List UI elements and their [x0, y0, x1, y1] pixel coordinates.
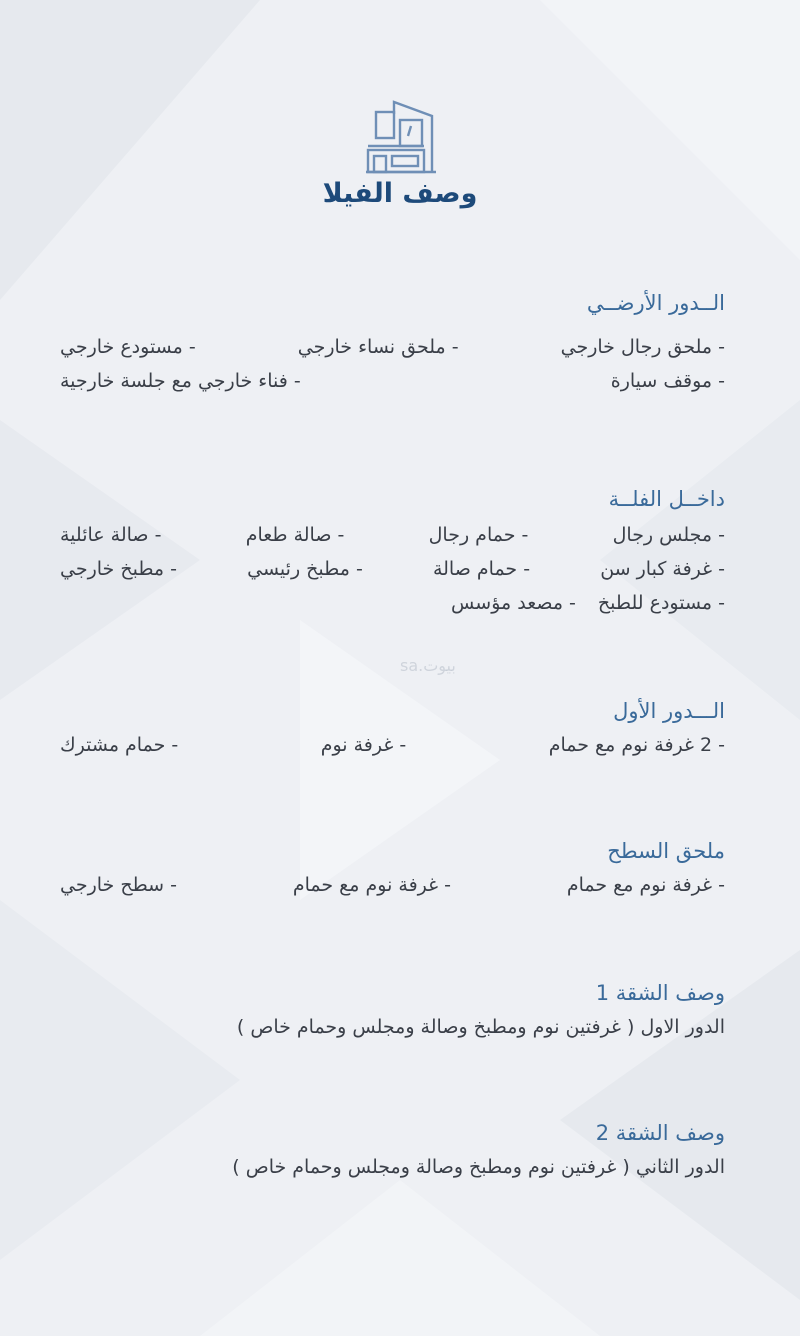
list-item: - ملحق نساء خارجي — [297, 336, 459, 358]
list-item: - مستودع للطبخ — [597, 592, 725, 614]
villa-icon — [362, 98, 438, 178]
list-line — [60, 586, 725, 620]
list-item: - مطبخ رئيسي — [247, 558, 363, 580]
list-item: - غرفة نوم مع حمام — [292, 874, 451, 896]
list-item: - غرفة كبار سن — [600, 558, 725, 580]
list-item: - مستودع خارجي — [60, 336, 196, 358]
list-item: - موقف سيارة — [610, 370, 725, 392]
list-item: الدور الثاني ( غرفتين نوم ومطبخ وصالة ومجلس وحمام خاص ) — [232, 1156, 725, 1178]
list-item: - مصعد مؤسس — [451, 592, 576, 614]
section-first-floor — [60, 696, 725, 762]
section-heading: ملحق السطح — [607, 839, 725, 863]
section-heading: وصف الشقة 1 — [595, 981, 725, 1005]
list-item: - حمام رجال — [428, 524, 529, 546]
list-item: - صالة طعام — [245, 524, 345, 546]
section-roof-annex — [60, 836, 725, 902]
list-item: - ملحق رجال خارجي — [560, 336, 725, 358]
list-line — [60, 1010, 725, 1044]
list-item: - 2 غرفة نوم مع حمام — [548, 734, 725, 756]
list-line — [60, 330, 725, 364]
list-item: الدور الاول ( غرفتين نوم ومطبخ وصالة ومجلس وحمام خاص ) — [236, 1016, 725, 1038]
list-line — [60, 552, 725, 586]
section-heading: وصف الشقة 2 — [595, 1121, 725, 1145]
list-line — [60, 1150, 725, 1184]
list-item: - غرفة نوم — [320, 734, 407, 756]
section-inside-villa — [60, 484, 725, 620]
list-line — [60, 868, 725, 902]
list-item: - فناء خارجي مع جلسة خارجية — [60, 370, 301, 392]
list-line — [60, 364, 725, 398]
watermark-logo: بيوت.sa — [400, 656, 456, 675]
section-heading: الـــدور الأول — [613, 699, 725, 723]
list-item: - صالة عائلية — [60, 524, 162, 546]
list-item: - سطح خارجي — [60, 874, 177, 896]
list-item: - غرفة نوم مع حمام — [566, 874, 725, 896]
section-ground-floor — [60, 288, 725, 398]
section-apartment-1 — [60, 978, 725, 1044]
section-heading: داخــل الفلــة — [608, 487, 725, 511]
section-heading: الــدور الأرضــي — [586, 291, 725, 315]
list-item: - حمام صالة — [432, 558, 531, 580]
list-item: - حمام مشترك — [60, 734, 179, 756]
section-apartment-2 — [60, 1118, 725, 1184]
list-line — [60, 728, 725, 762]
page-title: وصف الفيلا — [322, 178, 478, 209]
list-item: - مجلس رجال — [612, 524, 725, 546]
list-line — [60, 518, 725, 552]
list-item: - مطبخ خارجي — [60, 558, 178, 580]
